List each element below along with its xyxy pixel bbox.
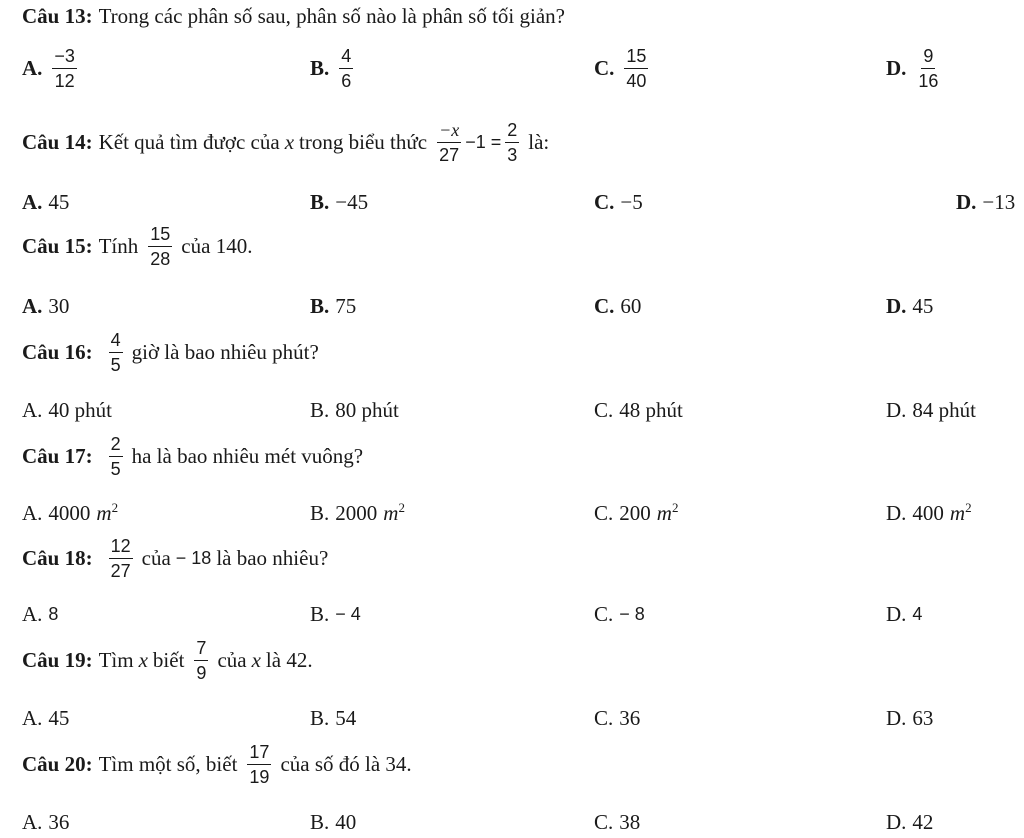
option-label: B. (310, 810, 330, 834)
option-label: B. (310, 294, 330, 318)
question-number: Câu 17: (22, 444, 93, 468)
option-b (310, 602, 361, 627)
option-label: D. (956, 190, 977, 214)
option-a (22, 500, 118, 526)
numerator: 17 (247, 742, 271, 765)
option-value: 4 (912, 604, 923, 624)
question-text: của (217, 648, 247, 672)
option-label: D. (886, 810, 907, 834)
option-value: 40 (335, 810, 357, 834)
option-label: B. (310, 56, 330, 80)
option-value: −13 (982, 190, 1016, 214)
question-text: Trong các phân số sau, phân số nào là phân số tối giản? (98, 4, 565, 28)
question-number: Câu 13: (22, 4, 93, 28)
option-value: − 4 (335, 604, 361, 624)
option-c (594, 190, 643, 215)
fraction (437, 120, 461, 165)
question-text: của 140. (181, 234, 253, 258)
denominator: 6 (341, 71, 352, 91)
unit-exponent: 2 (398, 500, 405, 515)
option-a (22, 810, 69, 835)
numerator: −3 (52, 46, 77, 69)
option-label: A. (22, 190, 43, 214)
option-c (594, 500, 678, 526)
fraction (148, 224, 172, 269)
numerator: 9 (921, 46, 935, 69)
option-value: 400 (912, 500, 944, 525)
option-d (886, 294, 933, 319)
option-value: 45 (48, 706, 70, 730)
variable: x (138, 648, 148, 672)
option-value: −5 (620, 190, 643, 214)
denominator: 9 (196, 663, 207, 683)
math-expression: −1 = (465, 132, 502, 152)
question-number: Câu 20: (22, 752, 93, 776)
option-value: 80 phút (335, 398, 399, 422)
option-label: D. (886, 294, 907, 318)
option-d (886, 602, 922, 627)
option-value: 75 (335, 294, 357, 318)
option-value: 63 (912, 706, 934, 730)
option-c (594, 810, 640, 835)
unit-symbol: m (383, 501, 399, 525)
numerator: 4 (109, 330, 123, 353)
numerator: 4 (339, 46, 353, 69)
option-label: B. (310, 190, 330, 214)
option-d (956, 190, 1015, 215)
option-a (22, 398, 112, 423)
question-number: Câu 18: (22, 546, 93, 570)
denominator: 19 (249, 767, 270, 787)
option-value: 84 phút (912, 398, 977, 422)
option-c (594, 706, 640, 731)
question-text: là bao nhiêu? (216, 546, 329, 570)
numerator: 12 (109, 536, 133, 559)
option-label: D. (886, 500, 907, 525)
fraction (109, 536, 133, 581)
fraction (194, 638, 208, 683)
option-b (310, 46, 357, 91)
question-14 (22, 120, 554, 165)
question-16 (22, 330, 324, 375)
option-d (886, 398, 976, 423)
option-value: 54 (335, 706, 357, 730)
option-value: 38 (619, 810, 641, 834)
option-a (22, 706, 69, 731)
option-label: C. (594, 810, 614, 834)
unit-exponent: 2 (671, 500, 679, 515)
option-value: 42 (912, 810, 934, 834)
unit-symbol: m (656, 501, 672, 525)
option-label: C. (594, 56, 615, 80)
question-text: là: (528, 130, 550, 154)
option-label: C. (594, 190, 615, 214)
option-label: D. (886, 398, 907, 422)
option-value: 200 (619, 500, 651, 525)
option-c (594, 602, 645, 627)
option-value: 2000 (335, 500, 378, 525)
option-b (310, 810, 356, 835)
question-number: Câu 15: (22, 234, 93, 258)
option-value: −45 (335, 190, 369, 214)
fraction (339, 46, 353, 91)
option-label: A. (22, 602, 43, 626)
option-label: B. (310, 602, 330, 626)
option-label: A. (22, 810, 43, 834)
option-label: C. (594, 706, 614, 730)
unit-square-meter (657, 500, 679, 526)
option-d (886, 810, 933, 835)
option-label: A. (22, 500, 43, 525)
numerator: 15 (148, 224, 172, 247)
unit-exponent: 2 (111, 500, 119, 515)
question-text: ha là bao nhiêu mét vuông? (131, 444, 364, 468)
option-label: D. (886, 706, 907, 730)
numerator: 7 (194, 638, 208, 661)
option-label: C. (594, 398, 614, 422)
option-b (310, 398, 399, 423)
option-label: B. (310, 500, 330, 525)
option-b (310, 190, 368, 215)
denominator: 12 (54, 71, 75, 91)
option-c (594, 398, 683, 423)
option-value: 45 (48, 190, 70, 214)
unit-exponent: 2 (965, 500, 972, 515)
question-text: Tìm một số, biết (98, 752, 238, 776)
option-a (22, 602, 58, 627)
denominator: 5 (110, 459, 121, 479)
unit-square-meter (950, 500, 972, 526)
unit-symbol: m (96, 501, 112, 525)
option-value: 48 phút (619, 398, 683, 422)
question-text: biết (152, 648, 185, 672)
option-value: 30 (48, 294, 70, 318)
option-label: D. (886, 56, 907, 80)
fraction (505, 120, 519, 165)
question-text: Tìm (98, 648, 134, 672)
math-expression: − 18 (175, 548, 212, 568)
question-20 (22, 742, 417, 787)
question-text: của (141, 546, 171, 570)
option-b (310, 294, 356, 319)
question-text: Kết quả tìm được của (98, 130, 280, 154)
question-18 (22, 536, 333, 581)
denominator: 40 (626, 71, 647, 91)
option-label: A. (22, 398, 43, 422)
option-label: A. (22, 294, 43, 318)
fraction (109, 330, 123, 375)
option-d (886, 706, 933, 731)
fraction (247, 742, 271, 787)
question-number: Câu 14: (22, 130, 93, 154)
option-value: 8 (48, 604, 59, 624)
option-a (22, 46, 81, 91)
option-label: A. (22, 56, 43, 80)
question-13 (22, 4, 565, 29)
denominator: 3 (507, 145, 518, 165)
option-label: C. (594, 294, 615, 318)
question-17 (22, 434, 368, 479)
option-b (310, 500, 405, 526)
numerator: 2 (505, 120, 519, 143)
question-text: giờ là bao nhiêu phút? (131, 340, 319, 364)
option-a (22, 294, 69, 319)
question-text: của số đó là 34. (280, 752, 412, 776)
unit-square-meter (383, 500, 405, 526)
unit-symbol: m (949, 501, 966, 525)
numerator: 2 (109, 434, 123, 457)
question-number: Câu 19: (22, 648, 93, 672)
unit-square-meter (96, 500, 118, 526)
option-label: C. (594, 500, 614, 525)
option-value: 40 phút (48, 398, 113, 422)
denominator: 27 (110, 561, 131, 581)
option-value: − 8 (619, 604, 645, 624)
fraction (52, 46, 77, 91)
option-value: 60 (620, 294, 642, 318)
denominator: 16 (918, 71, 939, 91)
fraction (109, 434, 123, 479)
option-d (886, 500, 972, 526)
option-value: 36 (48, 810, 70, 834)
option-label: B. (310, 706, 330, 730)
denominator: 5 (110, 355, 121, 375)
option-value: 36 (619, 706, 641, 730)
option-label: B. (310, 398, 330, 422)
denominator: 27 (439, 145, 460, 165)
denominator: 28 (150, 249, 171, 269)
question-text: Tính (98, 234, 139, 258)
numerator: −x (437, 120, 461, 143)
option-value: 4000 (48, 500, 91, 525)
question-15 (22, 224, 257, 269)
option-c (594, 294, 641, 319)
question-number: Câu 16: (22, 340, 93, 364)
option-c (594, 46, 652, 91)
option-label: A. (22, 706, 43, 730)
option-label: D. (886, 602, 907, 626)
option-b (310, 706, 356, 731)
option-a (22, 190, 69, 215)
question-text: trong biểu thức (299, 130, 428, 154)
variable: x (251, 648, 261, 672)
option-d (886, 46, 944, 91)
fraction (916, 46, 940, 91)
question-text: là 42. (265, 648, 313, 672)
option-value: 45 (912, 294, 934, 318)
numerator: 15 (624, 46, 648, 69)
option-label: C. (594, 602, 614, 626)
variable: x (284, 130, 295, 154)
question-19 (22, 638, 318, 683)
fraction (624, 46, 648, 91)
